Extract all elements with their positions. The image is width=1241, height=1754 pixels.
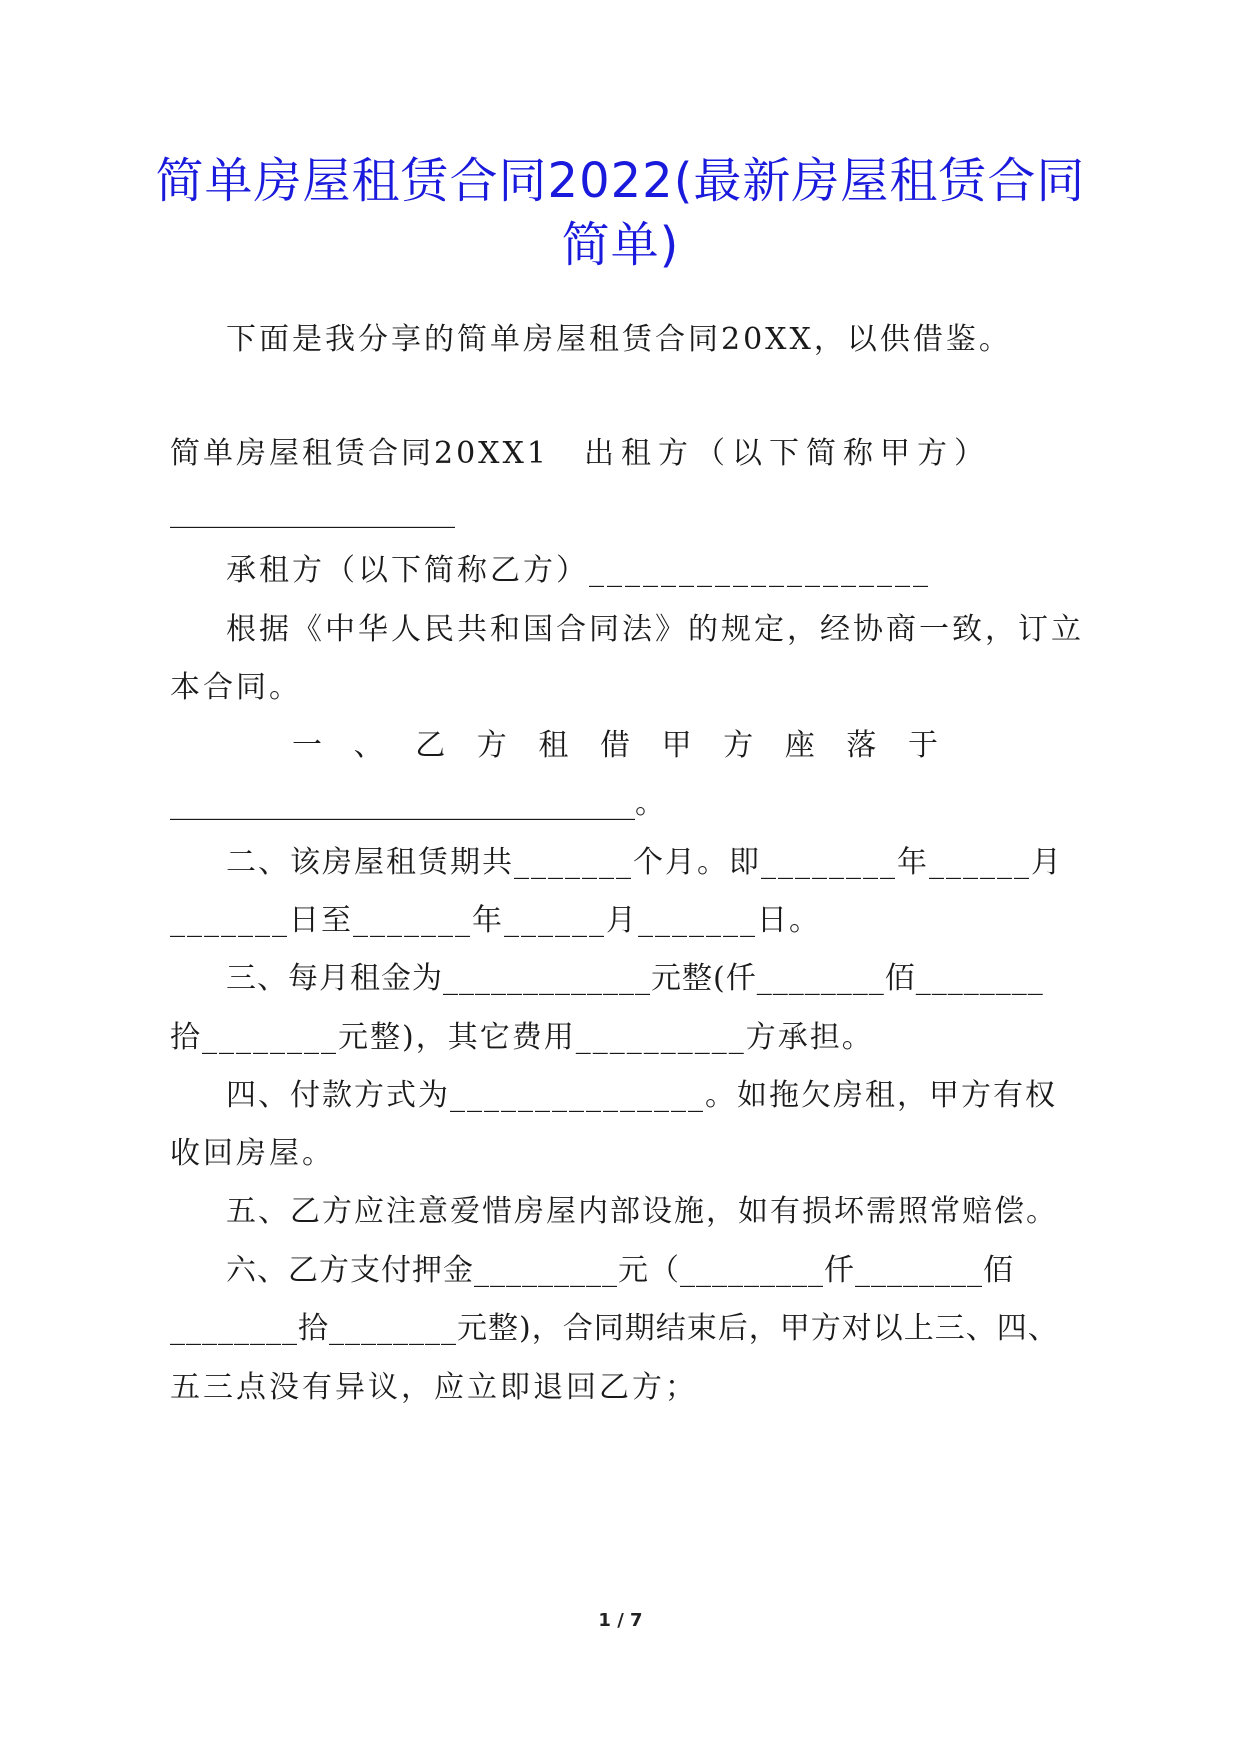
clause-1-line-1: 一、乙方租借甲方座落于 (292, 728, 938, 763)
clause-3-line-2: 拾________元整)，其它费用__________方承担。 (170, 1020, 874, 1055)
clause-4-line-1: 四、付款方式为_______________。如拖欠房租，甲方有权 (226, 1078, 1057, 1113)
clause-6-line-1: 六、乙方支付押金_________元（_________仟________佰 (226, 1253, 1014, 1288)
contract-heading: 简单房屋租赁合同20XX1 (170, 436, 549, 471)
clause-6-line-2: ________拾________元整)，合同期结束后，甲方对以上三、四、 (170, 1311, 1059, 1346)
lessee-label: 承租方（以下简称乙方）___________________ (226, 553, 931, 588)
intro-paragraph: 下面是我分享的简单房屋租赁合同20XX，以供借鉴。 (226, 322, 1012, 357)
clause-6-line-3: 五三点没有异议，应立即退回乙方； (170, 1370, 698, 1405)
basis-line-1: 根据《中华人民共和国合同法》的规定，经协商一致，订立 (226, 612, 1084, 647)
document-title-line-1: 简单房屋租赁合同2022(最新房屋租赁合同 (155, 153, 1086, 209)
document-title-line-2: 简单) (561, 217, 680, 273)
clause-1-line-2: _______________________________。 (170, 786, 665, 821)
clause-2-line-2: _______日至_______年______月_______日。 (170, 903, 821, 938)
lessor-blank: ___________________ (170, 494, 455, 529)
clause-2-line-1: 二、该房屋租赁期共_______个月。即________年______月 (226, 845, 1063, 880)
lessor-label: 出租方（以下简称甲方） (584, 436, 991, 471)
clause-4-line-2: 收回房屋。 (170, 1136, 335, 1171)
clause-5-line-1: 五、乙方应注意爱惜房屋内部设施，如有损坏需照常赔偿。 (226, 1194, 1058, 1229)
basis-line-2: 本合同。 (170, 670, 302, 705)
clause-3-line-1: 三、每月租金为_____________元整(仟________佰________ (226, 961, 1044, 996)
page-number: 1 / 7 (598, 1610, 643, 1631)
